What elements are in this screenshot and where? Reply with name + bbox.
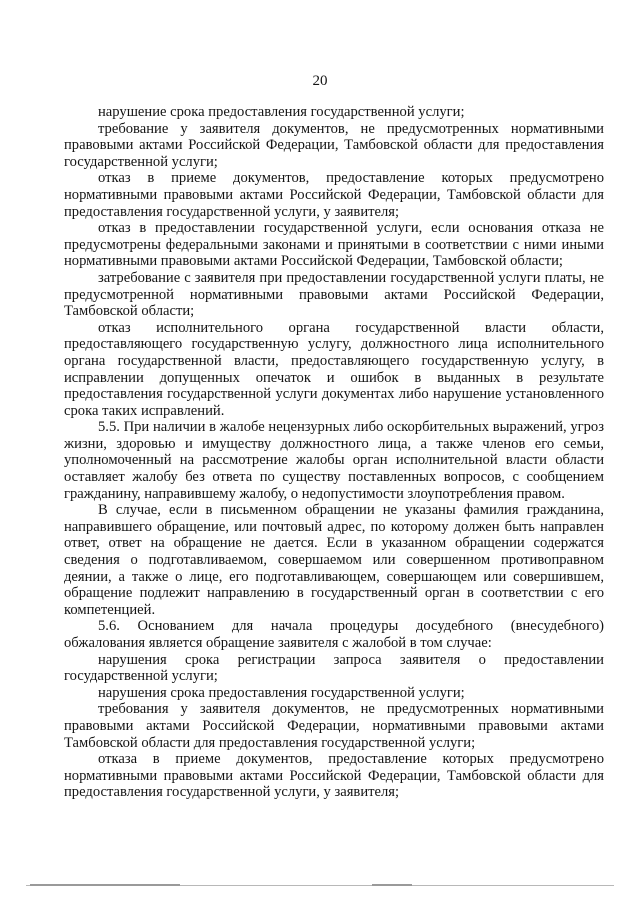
paragraph: отказ в приеме документов, предоставление которых предусмотрено нормативными правовыми актами Российской Федерации, Тамбовской области для предоставления государственной услуги, у заявителя;	[64, 170, 604, 220]
paragraph: нарушения срока предоставления государственной услуги;	[98, 684, 465, 701]
paragraph: требование у заявителя документов, не предусмотренных нормативными правовыми актами Российской Федерации, Тамбовской области для предоставления государственной услуги;	[64, 120, 604, 170]
page-number: 20	[312, 73, 328, 89]
paragraph: затребование с заявителя при предоставлении государственной услуги платы, не предусмотренной нормативными правовыми актами Российской Федерации, Тамбовской области;	[64, 269, 604, 320]
paragraph-5-5: 5.5. При наличии в жалобе нецензурных либо оскорбительных выражений, угроз жизни, здоровью и имуществу должностного лица, а также членов его семьи, уполномоченный на рассмотрение жалобы орган исполнительной власти области оставляет жалобу без ответа по существу поставленных вопросов, с сообщением гражданину, направившему жалобу, о недопустимости злоупотребления правом.	[64, 419, 604, 502]
paragraph: В случае, если в письменном обращении не указаны фамилия гражданина, направившего обращение, или почтовый адрес, по которому должен быть направлен ответ, ответ на обращение не дается. Если в указанном обращении содержатся сведения о подготавливаемом, совершаемом или совершенном противоправном деянии, а также о лице, его подготавливающем, совершающем или совершившем, обращение подлежит направлению в государственный орган в соответствии с его компетенцией.	[64, 502, 604, 618]
footer-rule-mark	[30, 884, 180, 886]
paragraph: отказ в предоставлении государственной услуги, если основания отказа не предусмотрены федеральными законами и принятыми в соответствии с ними иными нормативными правовыми актами Российской Федерации, Тамбовской области;	[64, 220, 604, 270]
paragraph: нарушение срока предоставления государственной услуги;	[98, 104, 465, 120]
paragraph: нарушения срока регистрации запроса заявителя о предоставлении государственной услуги;	[64, 651, 604, 685]
paragraph: отказа в приеме документов, предоставление которых предусмотрено нормативными правовыми актами Российской Федерации, Тамбовской области для предоставления государственной услуги, у заявителя;	[64, 751, 604, 801]
paragraph-5-6: 5.6. Основанием для начала процедуры досудебного (внесудебного) обжалования является обращение заявителя с жалобой в том случае:	[64, 618, 604, 651]
paragraph: требования у заявителя документов, не предусмотренных нормативными правовыми актами Российской Федерации, нормативными правовыми актами Тамбовской области для предоставления государственной услуги;	[64, 701, 604, 751]
paragraph: отказ исполнительного органа государственной власти области, предоставляющего государственную услугу, должностного лица исполнительного органа государственной власти, предоставляющего государственную услугу, в исправлении допущенных опечаток и ошибок в выданных в результате предоставления государственной услуги документах либо нарушение установленного срока таких исправлений.	[64, 319, 604, 419]
footer-rule-mark	[372, 884, 412, 886]
body-text	[64, 104, 604, 801]
